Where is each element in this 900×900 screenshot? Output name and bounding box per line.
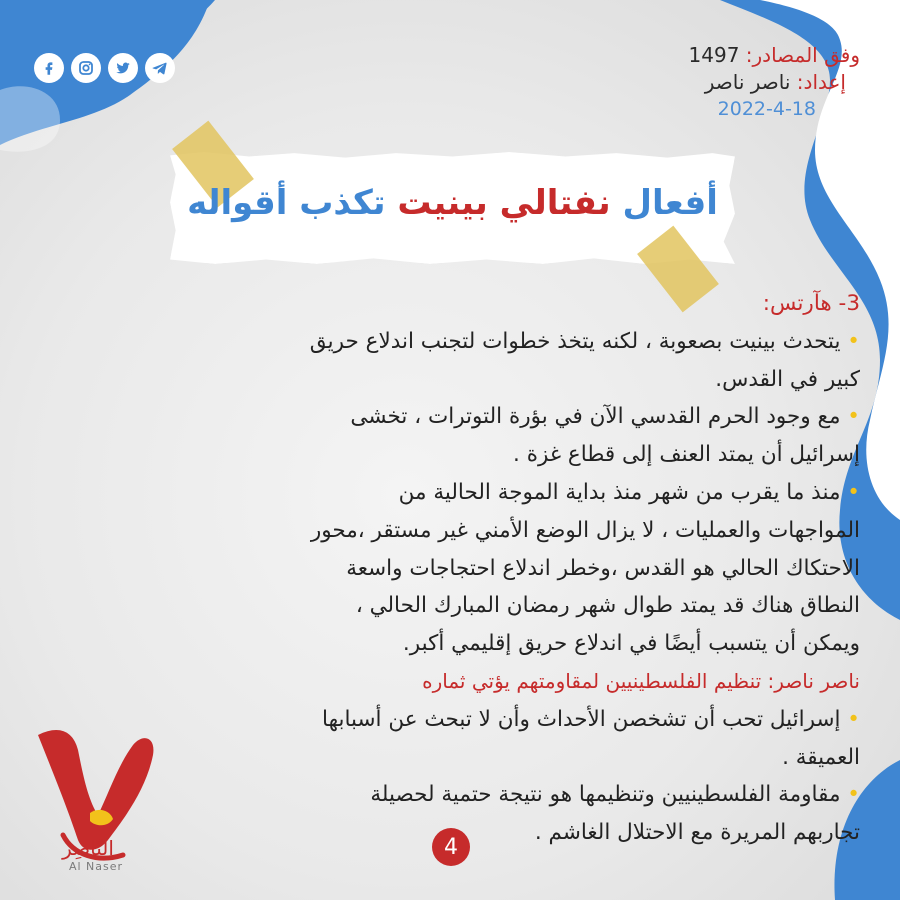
twitter-icon[interactable] xyxy=(108,53,138,83)
post-date: 2022-4-18 xyxy=(717,98,816,120)
social-icons xyxy=(34,53,175,83)
bullet-dot-icon: • xyxy=(840,479,860,505)
bullet-dot-icon: • xyxy=(840,404,860,430)
logo-latin-text: Al Naser xyxy=(68,860,124,873)
logo-arabic-text: النّاصِر xyxy=(62,836,114,860)
bullet-item xyxy=(125,701,860,739)
title-part-3: تكذب أقواله xyxy=(187,183,398,223)
bullet-item xyxy=(125,323,860,361)
author-name: ناصر ناصر xyxy=(704,70,791,94)
bullet-dot-icon: • xyxy=(840,328,860,354)
section-heading: 3- هآرتس: xyxy=(762,291,860,316)
bullet-text: إسرائيل تحب أن تشخصن الأحداث وأن لا تبحث عن أسبابها xyxy=(322,706,841,732)
bullet-continuation: ويمكن أن يتسبب أيضًا في اندلاع حريق إقليمي أكبر. xyxy=(402,631,860,657)
bullet-item xyxy=(125,398,860,436)
instagram-icon[interactable] xyxy=(71,53,101,83)
bullet-text: منذ ما يقرب من شهر منذ بداية الموجة الحالية من xyxy=(398,479,841,505)
sources-line xyxy=(530,42,860,69)
bullet-continuation: إسرائيل أن يمتد العنف إلى قطاع غزة . xyxy=(513,442,860,468)
title-name: نفتالي بينيت xyxy=(397,183,611,223)
telegram-icon[interactable] xyxy=(145,53,175,83)
bullet-continuation: النطاق هناك قد يمتد طوال شهر رمضان المبارك الحالي ، xyxy=(355,593,860,619)
bullet-dot-icon: • xyxy=(840,782,860,808)
bullet-continuation: الاحتكاك الحالي هو القدس ،وخطر اندلاع احتجاجات واسعة xyxy=(346,555,860,581)
bullet-continuation: كبير في القدس. xyxy=(715,366,860,392)
page-title xyxy=(170,178,735,228)
facebook-icon[interactable] xyxy=(34,53,64,83)
page-number: 4 xyxy=(432,828,470,866)
article-body xyxy=(125,285,860,852)
bullet-dot-icon: • xyxy=(840,706,860,732)
bullet-continuation: العميقة . xyxy=(782,744,860,770)
bullet-continuation: المواجهات والعمليات ، لا يزال الوضع الأمني غير مستقر ،محور xyxy=(310,517,860,543)
title-part-1: أفعال xyxy=(610,183,718,223)
sources-label: وفق المصادر: xyxy=(745,43,860,67)
bullet-item xyxy=(125,474,860,512)
bullet-text: يتحدث بينيت بصعوبة ، لكنه يتخذ خطوات لتجنب اندلاع حريق xyxy=(309,328,841,354)
post-meta xyxy=(530,42,860,123)
prepared-line xyxy=(530,69,860,96)
bullet-continuation: تجاربهم المريرة مع الاحتلال الغاشم . xyxy=(534,820,860,846)
bullet-item xyxy=(125,776,860,814)
prepared-label: إعداد: xyxy=(796,70,846,94)
bullet-text: مقاومة الفلسطينيين وتنظيمها هو نتيجة حتمية لحصيلة xyxy=(370,782,841,808)
sources-count: 1497 xyxy=(688,43,740,67)
bullet-text: مع وجود الحرم القدسي الآن في بؤرة التوترات ، تخشى xyxy=(350,404,841,430)
author-comment: ناصر ناصر: تنظيم الفلسطينيين لمقاومتهم يؤتي ثماره xyxy=(422,668,860,693)
